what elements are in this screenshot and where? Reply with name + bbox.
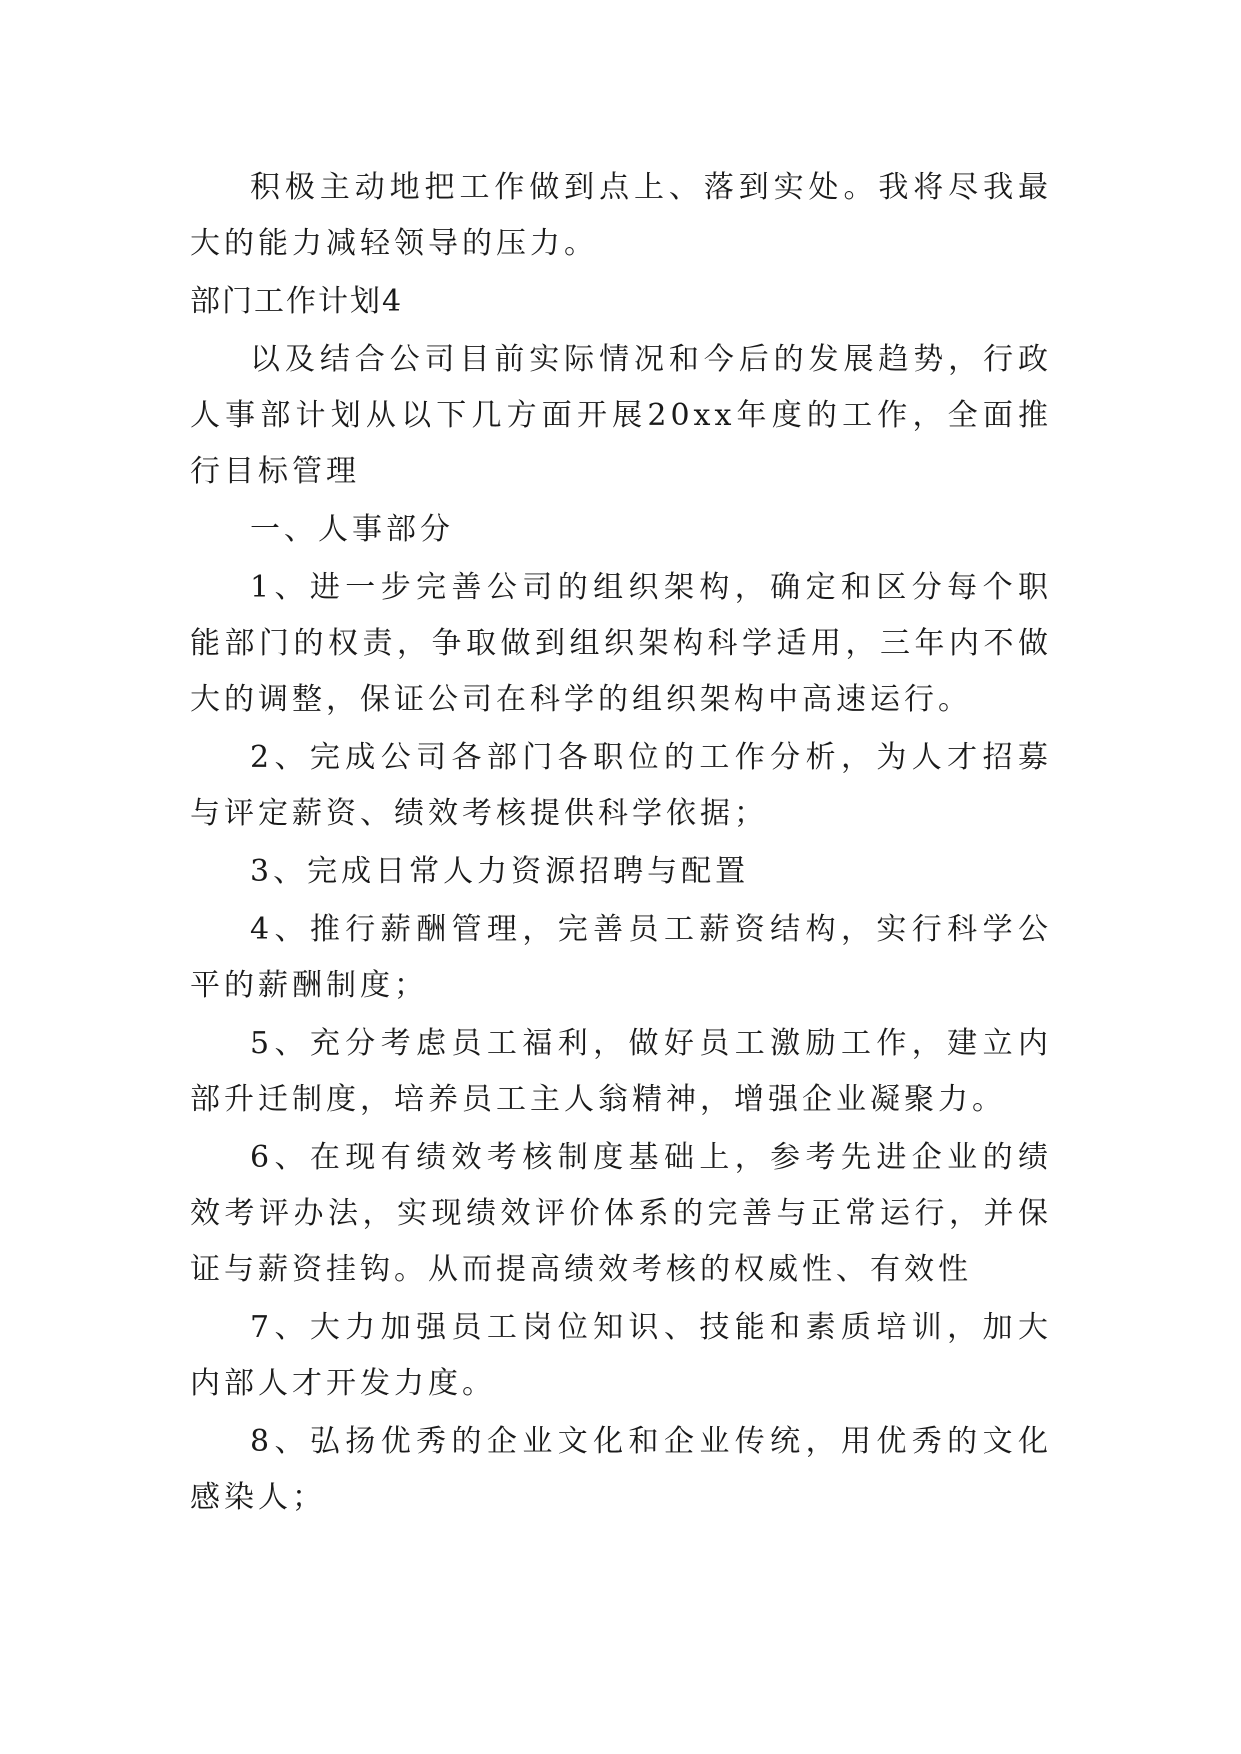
list-item-1: 1、进一步完善公司的组织架构，确定和区分每个职能部门的权责，争取做到组织架构科学适用，三年内不做大的调整，保证公司在科学的组织架构中高速运行。 xyxy=(190,570,1052,717)
list-item-6: 6、在现有绩效考核制度基础上，参考先进企业的绩效考评办法，实现绩效评价体系的完善与正常运行，并保证与薪资挂钩。从而提高绩效考核的权威性、有效性 xyxy=(190,1140,1052,1287)
list-item-2: 2、完成公司各部门各职位的工作分析，为人才招募与评定薪资、绩效考核提供科学依据； xyxy=(190,740,1052,831)
paragraph-overview: 以及结合公司目前实际情况和今后的发展趋势，行政人事部计划从以下几方面开展20xx年度的工作，全面推行目标管理 xyxy=(190,342,1052,489)
section-title: 部门工作计划4 xyxy=(190,284,404,319)
list-item-3: 3、完成日常人力资源招聘与配置 xyxy=(250,854,750,889)
document-body xyxy=(190,160,1052,1528)
paragraph-intro-closing: 积极主动地把工作做到点上、落到实处。我将尽我最大的能力减轻领导的压力。 xyxy=(190,170,1052,261)
subsection-heading-personnel: 一、人事部分 xyxy=(250,512,454,547)
list-item-4: 4、推行薪酬管理，完善员工薪资结构，实行科学公平的薪酬制度； xyxy=(190,912,1052,1003)
list-item-8: 8、弘扬优秀的企业文化和企业传统，用优秀的文化感染人； xyxy=(190,1424,1052,1515)
list-item-7: 7、大力加强员工岗位知识、技能和素质培训，加大内部人才开发力度。 xyxy=(190,1310,1052,1401)
list-item-5: 5、充分考虑员工福利，做好员工激励工作，建立内部升迁制度，培养员工主人翁精神，增强企业凝聚力。 xyxy=(190,1026,1052,1117)
